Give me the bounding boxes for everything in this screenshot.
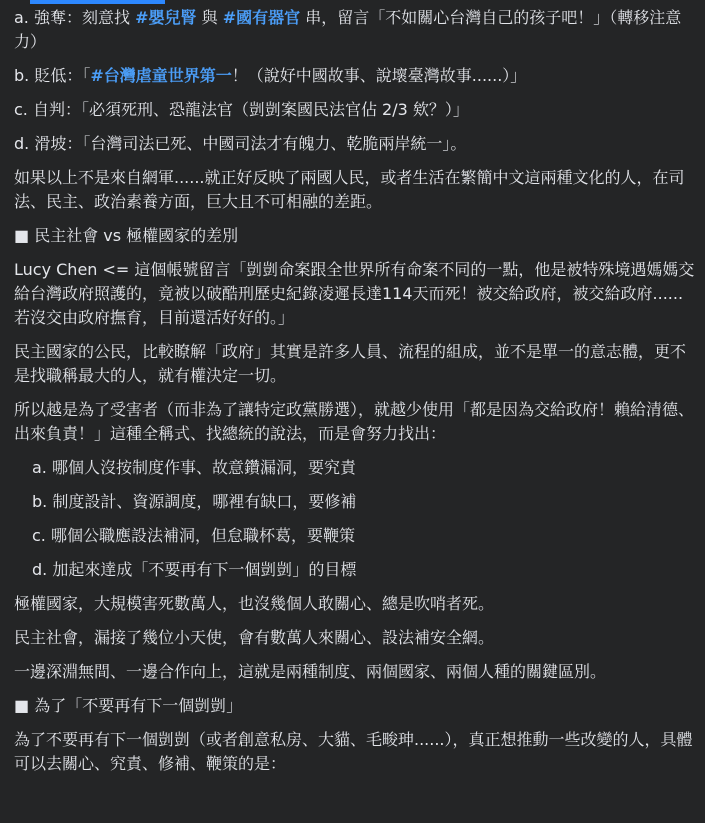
list-item: b. 制度設計、資源調度，哪裡有缺口，要修補 [32, 492, 357, 511]
list-item-d: d. 滑坡：「台灣司法已死、中國司法才有魄力、乾脆兩岸統一」。 [14, 134, 467, 153]
hashtag-link[interactable]: #台灣虐童世界第一 [90, 66, 232, 85]
active-tab-indicator [30, 0, 165, 4]
hashtag-link[interactable]: #嬰兒腎 [135, 8, 197, 27]
list-item: c. 哪個公職應設法補洞，但怠職杯葛，要鞭策 [32, 526, 355, 545]
list-item: a. 哪個人沒按制度作事、故意鑽漏洞，要究責 [32, 458, 356, 477]
post-body [14, 6, 698, 786]
paragraph: 民主社會，漏接了幾位小天使，會有數萬人來關心、設法補安全網。 [14, 628, 495, 647]
section-heading: ■ 民主社會 vs 極權國家的差別 [14, 226, 239, 245]
list-item-b [14, 64, 698, 88]
scrollbar[interactable] [701, 0, 705, 823]
paragraph: 極權國家，大規模害死數萬人，也沒幾個人敢關心、總是吹哨者死。 [14, 594, 495, 613]
paragraph: 為了不要再有下一個剴剴（或者創意私房、大貓、毛畯珅......），真正想推動一些改變的人，具體可以去關心、究責、修補、鞭策的是： [14, 730, 693, 773]
text-fragment: b. 貶低：「 [14, 66, 91, 85]
top-bar [0, 0, 705, 4]
paragraph: Lucy Chen <= 這個帳號留言「剴剴命案跟全世界所有命案不同的一點，他是被特殊境遇媽媽交給台灣政府照護的，竟被以破酷刑歷史紀錄凌遲長達114天而死！被交給政府，被交給政府......若沒交由政府撫育，目前還活好好的。」 [14, 260, 695, 327]
text-fragment: 串，留言「不如關心台灣自己的孩子吧！」（轉移注意力） [14, 8, 682, 51]
paragraph: 一邊深淵無間、一邊合作向上，這就是兩種制度、兩個國家、兩個人種的關鍵區別。 [14, 662, 607, 681]
list-item-c: c. 自判：「必須死刑、恐龍法官（剴剴案國民法官佔 2/3 欸？）」 [14, 100, 469, 119]
paragraph: 所以越是為了受害者（而非為了讓特定政黨勝選），就越少使用「都是因為交給政府！賴給清德、出來負責！」這種全稱式、找總統的說法，而是會努力找出： [14, 400, 695, 443]
paragraph: 民主國家的公民，比較瞭解「政府」其實是許多人員、流程的組成，並不是單一的意志體，更不是找職稱最大的人，就有權決定一切。 [14, 342, 687, 385]
hashtag-link[interactable]: #國有器官 [222, 8, 301, 27]
section-heading: ■ 為了「不要再有下一個剴剴」 [14, 696, 243, 715]
paragraph: 如果以上不是來自網軍......就正好反映了兩國人民，或者生活在繁簡中文這兩種文化的人，在司法、民主、政治素養方面，巨大且不可相融的差距。 [14, 168, 685, 211]
text-fragment: 與 [196, 8, 223, 27]
list-item-a [14, 6, 698, 54]
text-fragment: ！（說好中國故事、說壞臺灣故事......）」 [231, 66, 527, 85]
list-item: d. 加起來達成「不要再有下一個剴剴」的目標 [32, 560, 357, 579]
text-fragment: a. 強奪：刻意找 [14, 8, 136, 27]
